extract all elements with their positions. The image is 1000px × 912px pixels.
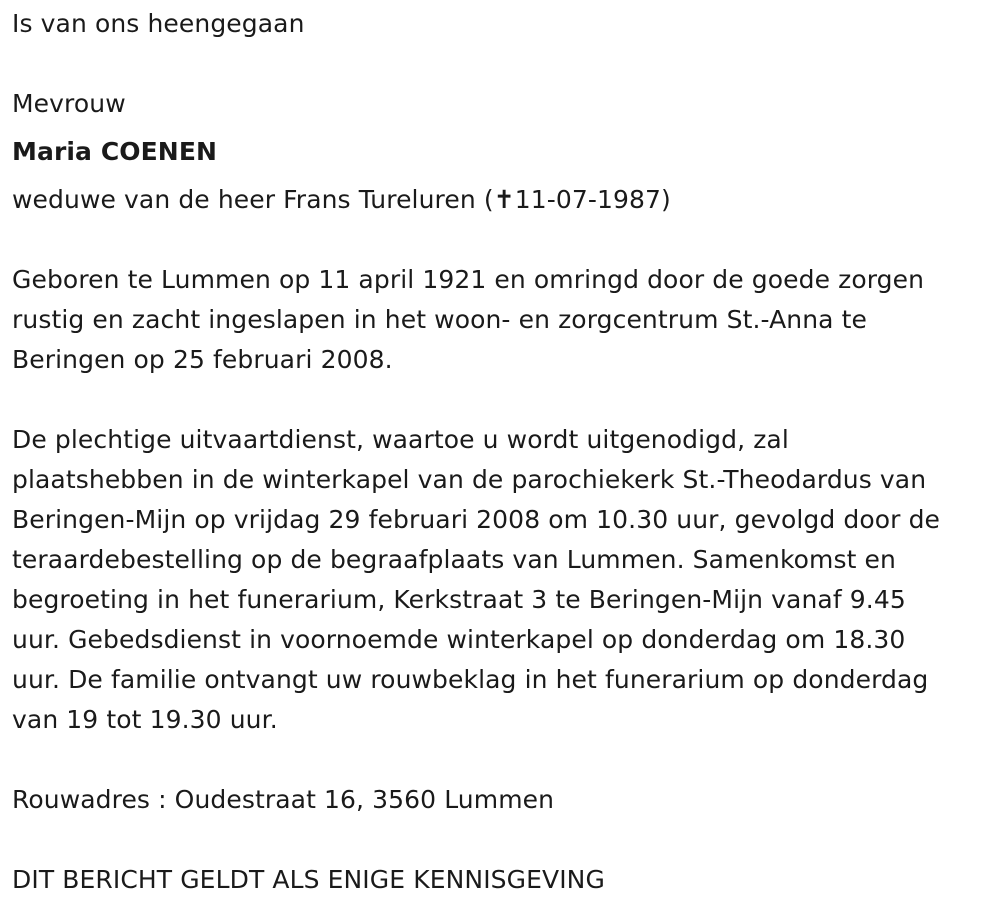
spacer xyxy=(12,44,992,84)
funeral-paragraph xyxy=(12,420,992,740)
text-line: Beringen op 25 februari 2008. xyxy=(12,345,393,374)
text-line: uur. Gebedsdienst in voornoemde winterkapel op donderdag om 18.30 xyxy=(12,625,906,654)
spouse-text: weduwe van de heer Frans Tureluren ( xyxy=(12,185,494,214)
salutation: Mevrouw xyxy=(12,89,126,118)
obituary-notice xyxy=(12,4,992,900)
mourning-address: Rouwadres : Oudestraat 16, 3560 Lummen xyxy=(12,785,555,814)
closing-statement: DIT BERICHT GELDT ALS ENIGE KENNISGEVING xyxy=(12,865,605,894)
cross-icon: ✝ xyxy=(493,185,515,214)
spacer xyxy=(12,740,992,780)
spacer xyxy=(12,380,992,420)
text-line: van 19 tot 19.30 uur. xyxy=(12,705,278,734)
text-line: begroeting in het funerarium, Kerkstraat 3 te Beringen-Mijn vanaf 9.45 xyxy=(12,585,906,614)
text-line: rustig en zacht ingeslapen in het woon- en zorgcentrum St.-Anna te xyxy=(12,305,868,334)
intro-line: Is van ons heengegaan xyxy=(12,9,305,38)
text-line: plaatshebben in de winterkapel van de parochiekerk St.-Theodardus van xyxy=(12,465,927,494)
text-line: teraardebestelling op de begraafplaats van Lummen. Samenkomst en xyxy=(12,545,896,574)
spouse-death-date: 11-07-1987) xyxy=(514,185,671,214)
text-line: De plechtige uitvaartdienst, waartoe u wordt uitgenodigd, zal xyxy=(12,425,789,454)
birth-paragraph xyxy=(12,260,992,380)
spacer xyxy=(12,820,992,860)
text-line: uur. De familie ontvangt uw rouwbeklag in het funerarium op donderdag xyxy=(12,665,929,694)
text-line: Beringen-Mijn op vrijdag 29 februari 2008 om 10.30 uur, gevolgd door de xyxy=(12,505,941,534)
spacer xyxy=(12,220,992,260)
deceased-name: Maria COENEN xyxy=(12,137,218,166)
text-line: Geboren te Lummen op 11 april 1921 en omringd door de goede zorgen xyxy=(12,265,925,294)
spouse-line xyxy=(12,180,992,220)
